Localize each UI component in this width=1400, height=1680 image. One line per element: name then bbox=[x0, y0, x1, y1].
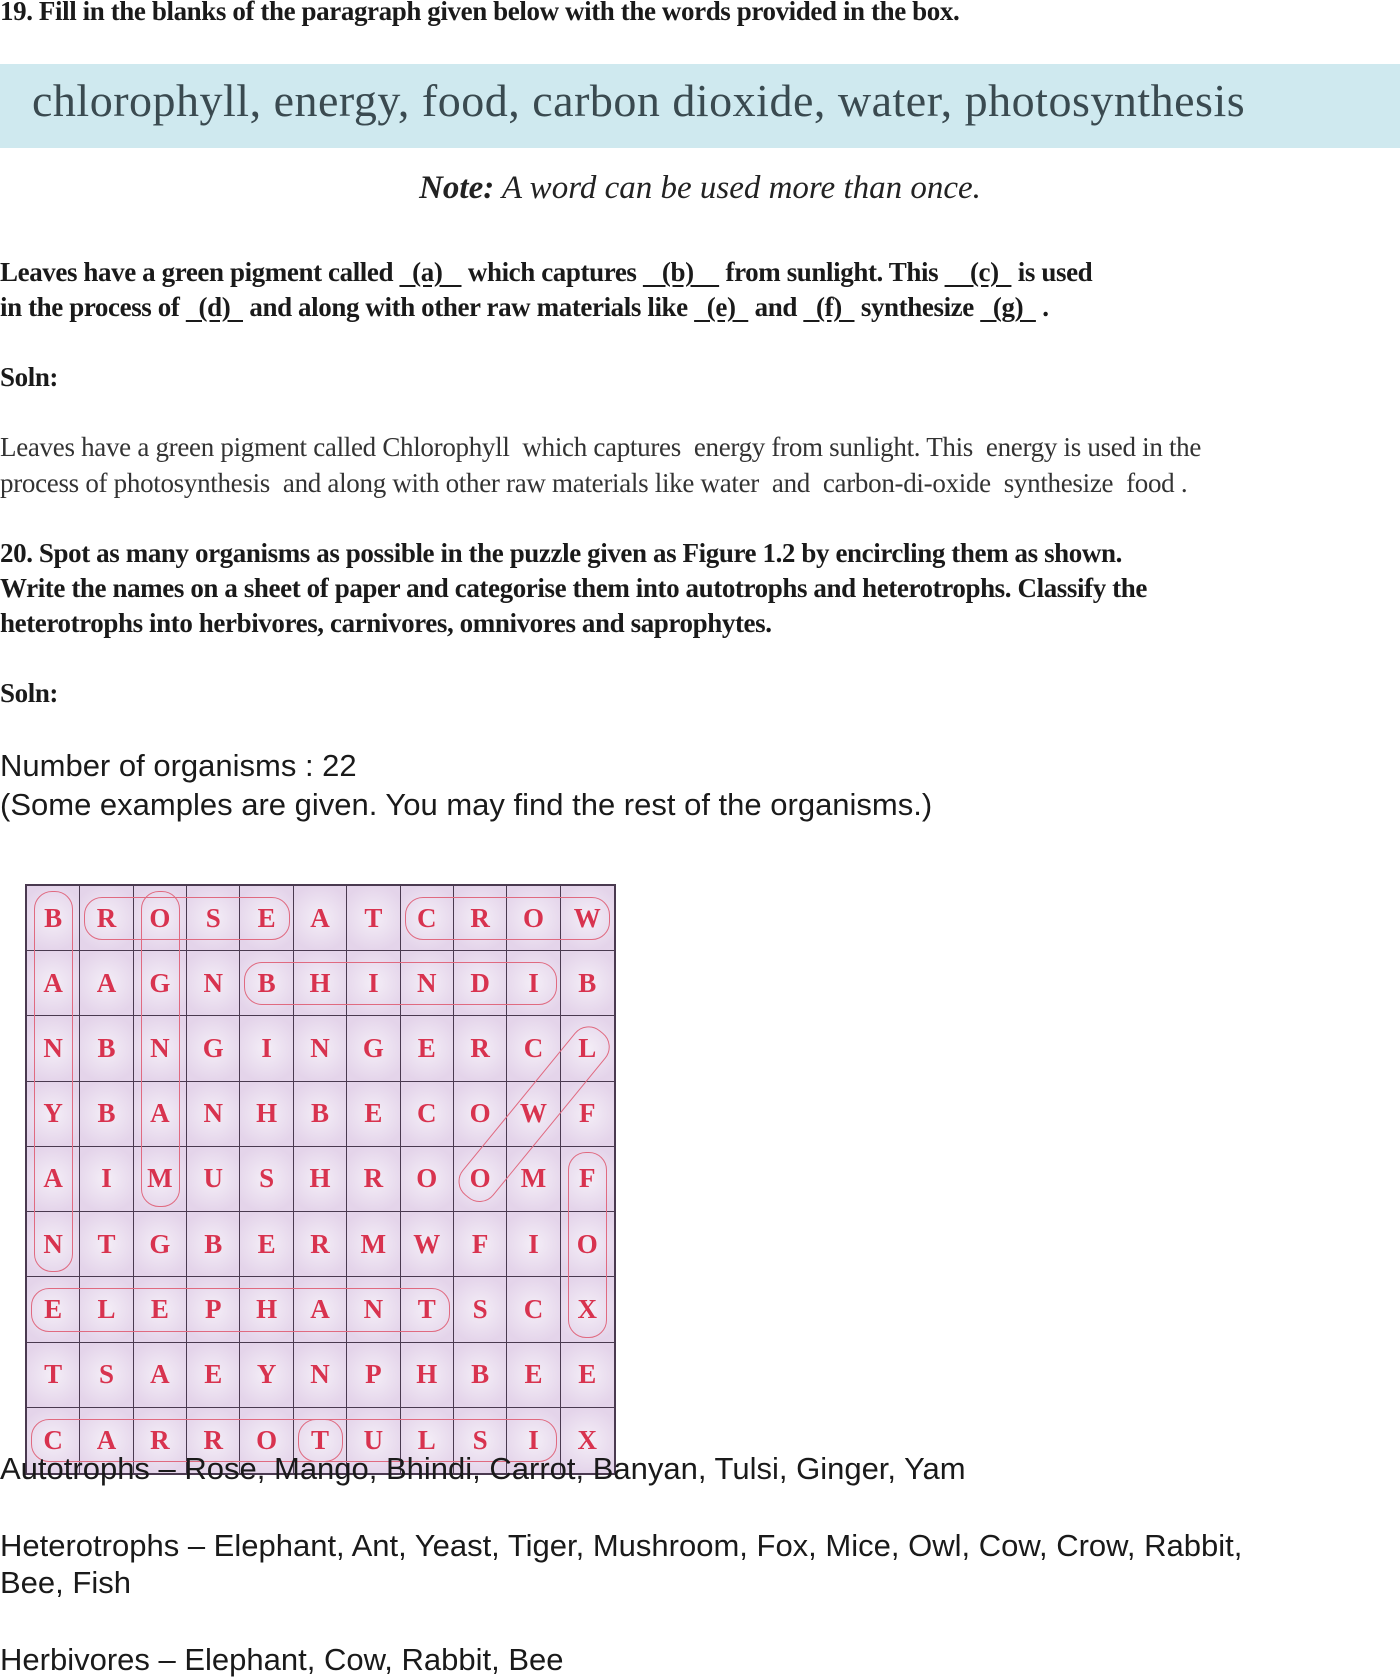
puzzle-cell: R bbox=[187, 1408, 240, 1473]
puzzle-cell: E bbox=[401, 1016, 454, 1081]
blank-answer: (g) bbox=[980, 292, 1036, 322]
autotrophs-list: Autotrophs – Rose, Mango, Bhindi, Carrot, Banyan, Tulsi, Ginger, Yam bbox=[0, 1451, 966, 1486]
text-segment: from sunlight. This bbox=[719, 257, 945, 287]
puzzle-cell: L bbox=[561, 1016, 614, 1081]
puzzle-cell: R bbox=[454, 1016, 507, 1081]
puzzle-cell: I bbox=[240, 1016, 293, 1081]
blank-answer: (c) bbox=[944, 257, 1012, 287]
text-segment: Leaves have a green pigment called bbox=[0, 257, 400, 287]
puzzle-cell: R bbox=[347, 1147, 400, 1212]
puzzle-cell: N bbox=[187, 951, 240, 1016]
puzzle-cell: A bbox=[80, 951, 133, 1016]
puzzle-cell: I bbox=[507, 1212, 560, 1277]
answer-line-1 bbox=[0, 432, 1201, 463]
text-segment: synthesize bbox=[854, 292, 981, 322]
puzzle-cell: N bbox=[27, 1016, 80, 1081]
puzzle-cell: D bbox=[454, 951, 507, 1016]
puzzle-cell: W bbox=[561, 886, 614, 951]
puzzle-cell: H bbox=[401, 1343, 454, 1408]
puzzle-cell: W bbox=[507, 1082, 560, 1147]
puzzle-cell: H bbox=[240, 1277, 293, 1342]
puzzle-cell: H bbox=[240, 1082, 293, 1147]
text-segment: which captures bbox=[461, 257, 643, 287]
puzzle-cell: U bbox=[347, 1408, 400, 1473]
puzzle-cell: L bbox=[401, 1408, 454, 1473]
puzzle-cell: B bbox=[187, 1212, 240, 1277]
puzzle-cell: N bbox=[294, 1343, 347, 1408]
puzzle-cell: O bbox=[240, 1408, 293, 1473]
note bbox=[0, 170, 1400, 207]
heterotrophs-list-line-1: Heterotrophs – Elephant, Ant, Yeast, Tiger, Mushroom, Fox, Mice, Owl, Cow, Crow, Rabbit, bbox=[0, 1528, 1243, 1563]
puzzle-cell: E bbox=[187, 1343, 240, 1408]
blank-answer: energy bbox=[985, 432, 1058, 462]
puzzle-cell: O bbox=[507, 886, 560, 951]
puzzle-cell: C bbox=[507, 1016, 560, 1081]
puzzle-cell: P bbox=[347, 1343, 400, 1408]
note-text: A word can be used more than once. bbox=[494, 170, 981, 206]
text-segment: is used in the bbox=[1057, 432, 1202, 462]
puzzle-cell: B bbox=[561, 951, 614, 1016]
puzzle-cell: B bbox=[80, 1016, 133, 1081]
puzzle-cell: A bbox=[294, 1277, 347, 1342]
text-segment: and along with other raw materials like bbox=[243, 292, 695, 322]
puzzle-cell: F bbox=[454, 1212, 507, 1277]
puzzle-cell: I bbox=[347, 951, 400, 1016]
puzzle-cell: C bbox=[401, 886, 454, 951]
puzzle-cell: E bbox=[240, 886, 293, 951]
puzzle-cell: M bbox=[347, 1212, 400, 1277]
puzzle-cell: G bbox=[134, 951, 187, 1016]
puzzle-cell: C bbox=[507, 1277, 560, 1342]
puzzle-cell: O bbox=[454, 1082, 507, 1147]
question-paragraph-line-2 bbox=[0, 292, 1049, 323]
organism-count: Number of organisms : 22 bbox=[0, 748, 357, 783]
blank-answer: energy bbox=[693, 432, 765, 462]
puzzle-cell: Y bbox=[27, 1082, 80, 1147]
puzzle-cell: Y bbox=[240, 1343, 293, 1408]
puzzle-cell: E bbox=[347, 1082, 400, 1147]
text-segment: which captures bbox=[515, 432, 694, 462]
puzzle-cell: O bbox=[561, 1212, 614, 1277]
question-20-title-line-3: heterotrophs into herbivores, carnivores, omnivores and saprophytes. bbox=[0, 608, 772, 638]
puzzle-cell: E bbox=[507, 1343, 560, 1408]
text-segment: and bbox=[748, 292, 804, 322]
puzzle-cell: R bbox=[454, 886, 507, 951]
puzzle-cell: X bbox=[561, 1277, 614, 1342]
puzzle-cell: R bbox=[134, 1408, 187, 1473]
puzzle-cell: I bbox=[80, 1147, 133, 1212]
puzzle-cell: T bbox=[347, 886, 400, 951]
puzzle-cell: E bbox=[561, 1343, 614, 1408]
puzzle-cell: P bbox=[187, 1277, 240, 1342]
question-20-title-line-1: 20. Spot as many organisms as possible in the puzzle given as Figure 1.2 by encircling them as shown. bbox=[0, 538, 1122, 568]
puzzle-cell: I bbox=[507, 1408, 560, 1473]
puzzle-cell: M bbox=[134, 1147, 187, 1212]
text-segment: and along with other raw materials like bbox=[276, 468, 701, 498]
soln-label-19: Soln: bbox=[0, 362, 59, 392]
puzzle-cell: B bbox=[80, 1082, 133, 1147]
puzzle-cell: T bbox=[294, 1408, 347, 1473]
blank-answer: carbon-di-oxide bbox=[816, 468, 998, 498]
puzzle-cell: X bbox=[561, 1408, 614, 1473]
puzzle-cell: F bbox=[561, 1082, 614, 1147]
blank-answer: food bbox=[1126, 468, 1181, 498]
puzzle-cell: B bbox=[27, 886, 80, 951]
puzzle-cell: A bbox=[27, 1147, 80, 1212]
puzzle-cell: U bbox=[187, 1147, 240, 1212]
question-19-title: 19. Fill in the blanks of the paragraph given below with the words provided in the box. bbox=[0, 0, 960, 26]
puzzle-cell: N bbox=[401, 951, 454, 1016]
text-segment: . bbox=[1035, 292, 1049, 322]
puzzle-cell: A bbox=[294, 886, 347, 951]
puzzle-cell: M bbox=[507, 1147, 560, 1212]
puzzle-cell: N bbox=[347, 1277, 400, 1342]
puzzle-cell: S bbox=[454, 1408, 507, 1473]
puzzle-cell: S bbox=[454, 1277, 507, 1342]
puzzle-cell: H bbox=[294, 1147, 347, 1212]
soln-label-20: Soln: bbox=[0, 678, 59, 708]
puzzle-cell: B bbox=[294, 1082, 347, 1147]
question-20-title-line-2: Write the names on a sheet of paper and categorise them into autotrophs and heterotrophs. Classify the bbox=[0, 573, 1147, 603]
puzzle-cell: S bbox=[240, 1147, 293, 1212]
puzzle-cell: H bbox=[294, 951, 347, 1016]
blank-answer: (d) bbox=[185, 292, 243, 322]
word-box bbox=[0, 64, 1400, 148]
puzzle-cell: N bbox=[294, 1016, 347, 1081]
puzzle-cell: S bbox=[80, 1343, 133, 1408]
puzzle-cell: N bbox=[134, 1016, 187, 1081]
puzzle-cell: A bbox=[134, 1082, 187, 1147]
blank-answer: water bbox=[700, 468, 766, 498]
puzzle-cell: B bbox=[454, 1343, 507, 1408]
text-segment: . bbox=[1180, 468, 1188, 498]
puzzle-cell: A bbox=[80, 1408, 133, 1473]
note-label: Note: bbox=[419, 170, 495, 206]
puzzle-cell: G bbox=[347, 1016, 400, 1081]
herbivores-list: Herbivores – Elephant, Cow, Rabbit, Bee bbox=[0, 1642, 564, 1677]
puzzle-cell: C bbox=[27, 1408, 80, 1473]
puzzle-cell: O bbox=[134, 886, 187, 951]
text-segment: process of bbox=[0, 468, 114, 498]
text-segment: from sunlight. This bbox=[764, 432, 986, 462]
blank-answer: (b) bbox=[642, 257, 720, 287]
puzzle-cell: R bbox=[80, 886, 133, 951]
puzzle-cell: T bbox=[27, 1343, 80, 1408]
puzzle-cell: E bbox=[134, 1277, 187, 1342]
puzzle-cell: G bbox=[187, 1016, 240, 1081]
puzzle-cell: T bbox=[80, 1212, 133, 1277]
puzzle-cell: B bbox=[240, 951, 293, 1016]
puzzle-cell: A bbox=[27, 951, 80, 1016]
puzzle-cell: O bbox=[454, 1147, 507, 1212]
text-segment: is used bbox=[1011, 257, 1093, 287]
blank-answer: (a) bbox=[399, 257, 462, 287]
puzzle-cell: T bbox=[401, 1277, 454, 1342]
puzzle-cell: E bbox=[240, 1212, 293, 1277]
text-segment: in the process of bbox=[0, 292, 186, 322]
puzzle-cell: R bbox=[294, 1212, 347, 1277]
blank-answer: photosynthesis bbox=[113, 468, 277, 498]
heterotrophs-list-line-2: Bee, Fish bbox=[0, 1565, 131, 1600]
puzzle-cell: C bbox=[401, 1082, 454, 1147]
puzzle-cell: A bbox=[134, 1343, 187, 1408]
word-box-words: chlorophyll, energy, food, carbon dioxide, water, photosynthesis bbox=[32, 75, 1246, 126]
blank-answer: (e) bbox=[694, 292, 749, 322]
blank-answer: (f) bbox=[803, 292, 855, 322]
text-segment: Leaves have a green pigment called bbox=[0, 432, 383, 462]
question-paragraph-line-1 bbox=[0, 257, 1092, 288]
answer-line-2 bbox=[0, 468, 1187, 499]
text-segment: and bbox=[765, 468, 817, 498]
examples-note: (Some examples are given. You may find the rest of the organisms.) bbox=[0, 787, 933, 822]
puzzle-cell: N bbox=[187, 1082, 240, 1147]
text-segment: synthesize bbox=[997, 468, 1127, 498]
word-puzzle-grid bbox=[25, 884, 616, 1475]
puzzle-cell: E bbox=[27, 1277, 80, 1342]
puzzle-cell: O bbox=[401, 1147, 454, 1212]
puzzle-cell: N bbox=[27, 1212, 80, 1277]
puzzle-cell: F bbox=[561, 1147, 614, 1212]
puzzle-cell: S bbox=[187, 886, 240, 951]
puzzle-cell: I bbox=[507, 951, 560, 1016]
puzzle-cell: W bbox=[401, 1212, 454, 1277]
puzzle-cell: G bbox=[134, 1212, 187, 1277]
puzzle-cell: L bbox=[80, 1277, 133, 1342]
blank-answer: Chlorophyll bbox=[382, 432, 516, 462]
